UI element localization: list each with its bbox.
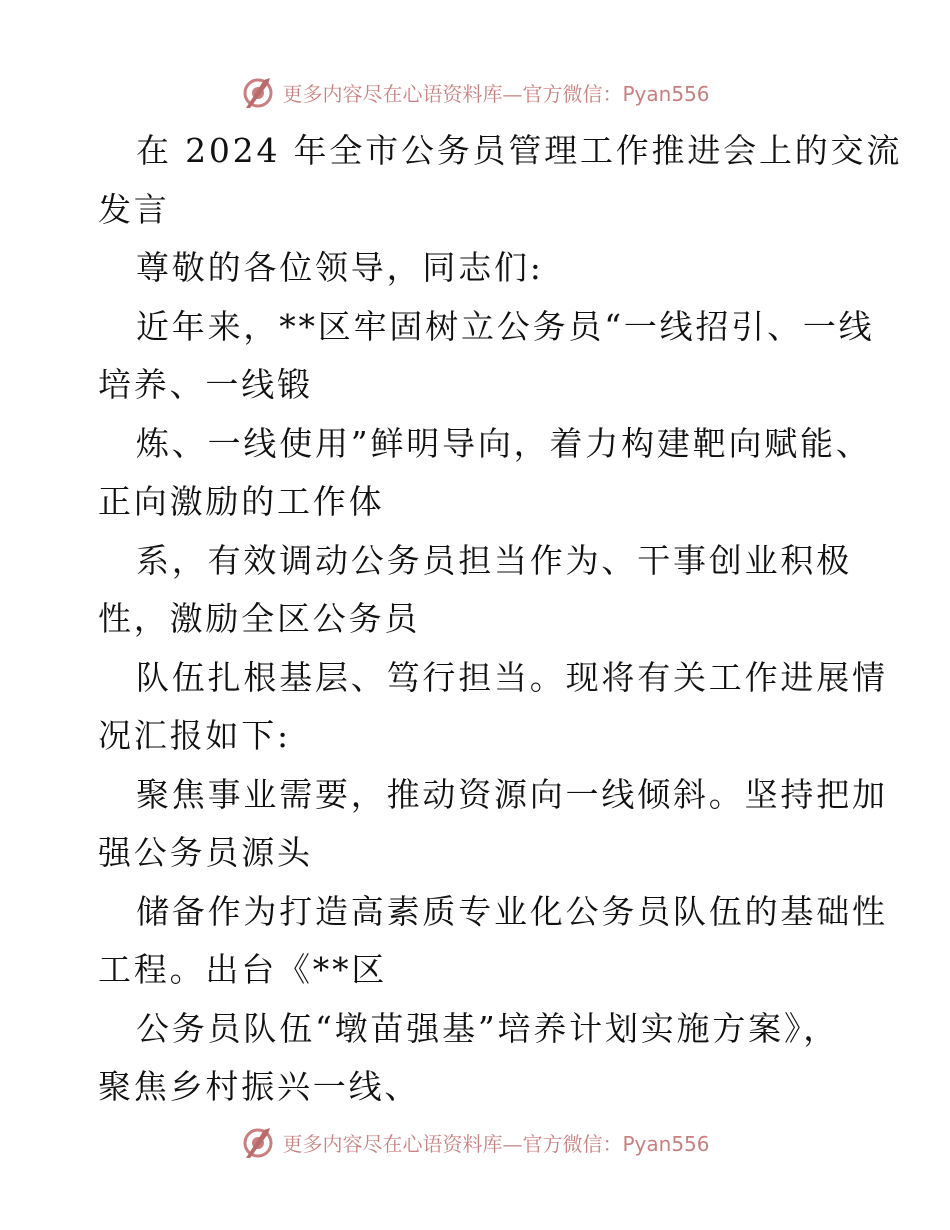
document-body [98, 122, 903, 1117]
document-line: 公务员队伍“墩苗强基”培养计划实施方案》， [136, 1008, 840, 1048]
document-line: 工程。出台《**区 [98, 950, 388, 989]
wechat-id: Pyan556 [622, 1131, 710, 1156]
watermark-text: 更多内容尽在心语资料库—官方微信：Pyan556 [282, 1131, 710, 1156]
watermark-text: 更多内容尽在心语资料库—官方微信：Pyan556 [282, 81, 710, 106]
document-line: 正向激励的工作体 [98, 482, 385, 521]
document-line: 性，激励全区公务员 [98, 599, 421, 638]
quill-pen-seal-icon [240, 74, 276, 110]
document-line: 发言 [98, 189, 170, 229]
document-line: 聚焦乡村振兴一线、 [98, 1067, 421, 1106]
document-line: 聚焦事业需要，推动资源向一线倾斜。坚持把加 [136, 774, 888, 814]
wechat-id: Pyan556 [622, 81, 710, 106]
quill-pen-seal-icon [240, 1124, 276, 1160]
document-line: 储备作为打造高素质专业化公务员队伍的基础性 [136, 891, 888, 931]
document-line: 队伍扎根基层、笃行担当。现将有关工作进展情 [136, 657, 888, 697]
document-line: 炼、一线使用”鲜明导向，着力构建靶向赋能、 [136, 423, 872, 463]
document-line: 在 2024 年全市公务员管理工作推进会上的交流 [136, 131, 903, 170]
document-line: 况汇报如下: [98, 716, 291, 755]
document-line: 强公务员源头 [98, 833, 313, 872]
footer-watermark [0, 1122, 950, 1162]
document-line: 培养、一线锻 [98, 365, 313, 404]
document-line: 系，有效调动公务员担当作为、干事创业积极 [136, 540, 852, 580]
document-line: 近年来，**区牢固树立公务员“一线招引、一线 [136, 306, 875, 346]
document-line: 尊敬的各位领导，同志们: [136, 248, 544, 287]
header-watermark [0, 72, 950, 112]
